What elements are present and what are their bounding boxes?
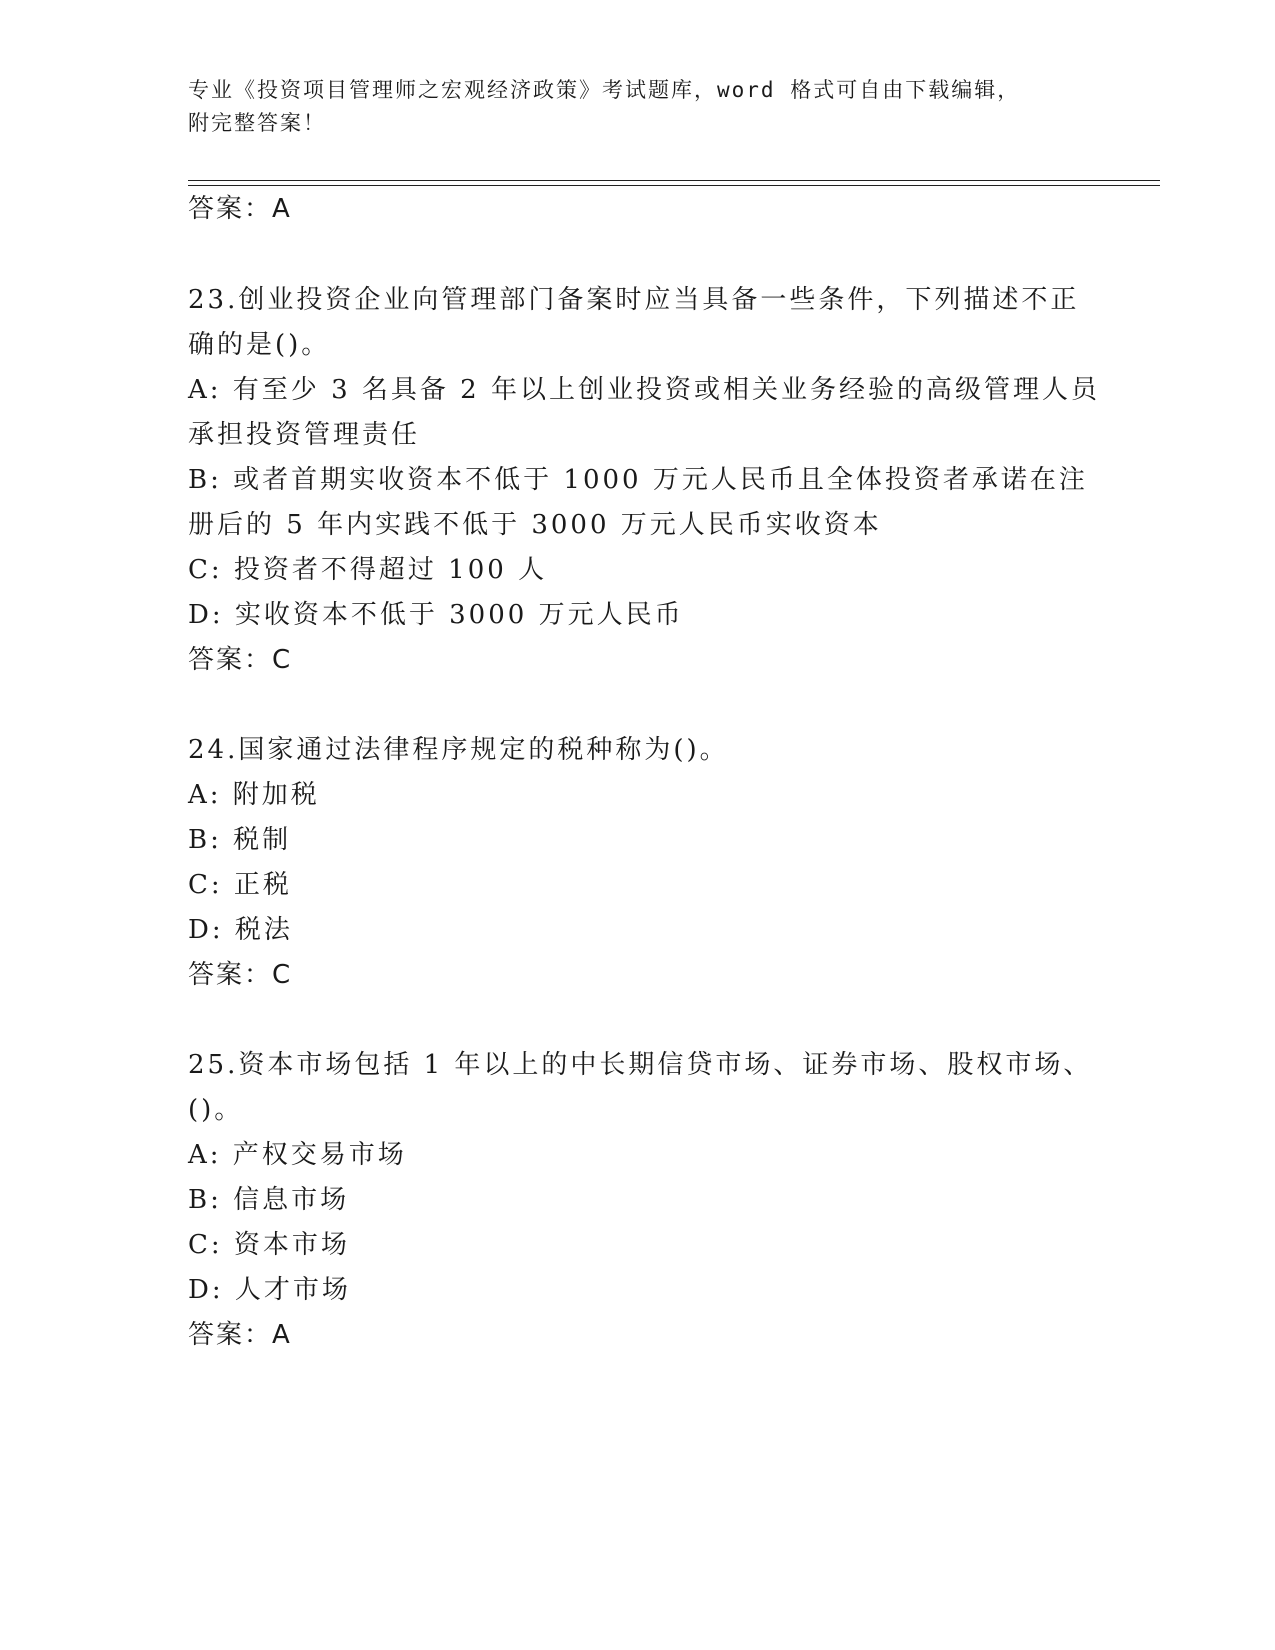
question-24-option-a: A: 附加税 [188,780,320,810]
question-23-option-c: C: 投资者不得超过 100 人 [188,555,548,585]
header-line-2: 附完整答案！ [188,111,326,135]
question-23-option-b-line-1: B: 或者首期实收资本不低于 1000 万元人民币且全体投资者承诺在注 [188,465,1088,495]
question-23-option-a-line-1: A: 有至少 3 名具备 2 年以上创业投资或相关业务经验的高级管理人员 [188,375,1100,405]
previous-answer: 答案：A [188,194,292,224]
question-24-option-b: B: 税制 [188,825,292,855]
header-divider-bottom [188,185,1160,186]
question-25-option-d: D: 人才市场 [188,1275,351,1305]
question-24-option-d: D: 税法 [188,915,293,945]
question-25-option-a: A: 产权交易市场 [188,1140,407,1170]
question-25-stem-line-2: ()。 [188,1095,244,1125]
question-25-stem-line-1: 25.资本市场包括 1 年以上的中长期信贷市场、证券市场、股权市场、 [188,1050,1093,1080]
question-24-option-c: C: 正税 [188,870,292,900]
question-24-answer: 答案：C [188,960,293,990]
header-divider-top [188,180,1160,181]
question-24-stem: 24.国家通过法律程序规定的税种称为()。 [188,735,729,765]
document-header [188,74,1088,140]
question-23-stem-line-2: 确的是()。 [188,330,331,360]
header-line-1: 专业《投资项目管理师之宏观经济政策》考试题库，word 格式可自由下载编辑， [188,78,1021,102]
question-23-option-a-line-2: 承担投资管理责任 [188,420,421,450]
question-25-option-c: C: 资本市场 [188,1230,350,1260]
question-23-option-d: D: 实收资本不低于 3000 万元人民币 [188,600,684,630]
question-23-stem-line-1: 23.创业投资企业向管理部门备案时应当具备一些条件，下列描述不正 [188,285,1080,315]
question-25-option-b: B: 信息市场 [188,1185,350,1215]
question-23-option-b-line-2: 册后的 5 年内实践不低于 3000 万元人民币实收资本 [188,510,882,540]
question-23-answer: 答案：C [188,645,293,675]
question-25-answer: 答案：A [188,1320,292,1350]
